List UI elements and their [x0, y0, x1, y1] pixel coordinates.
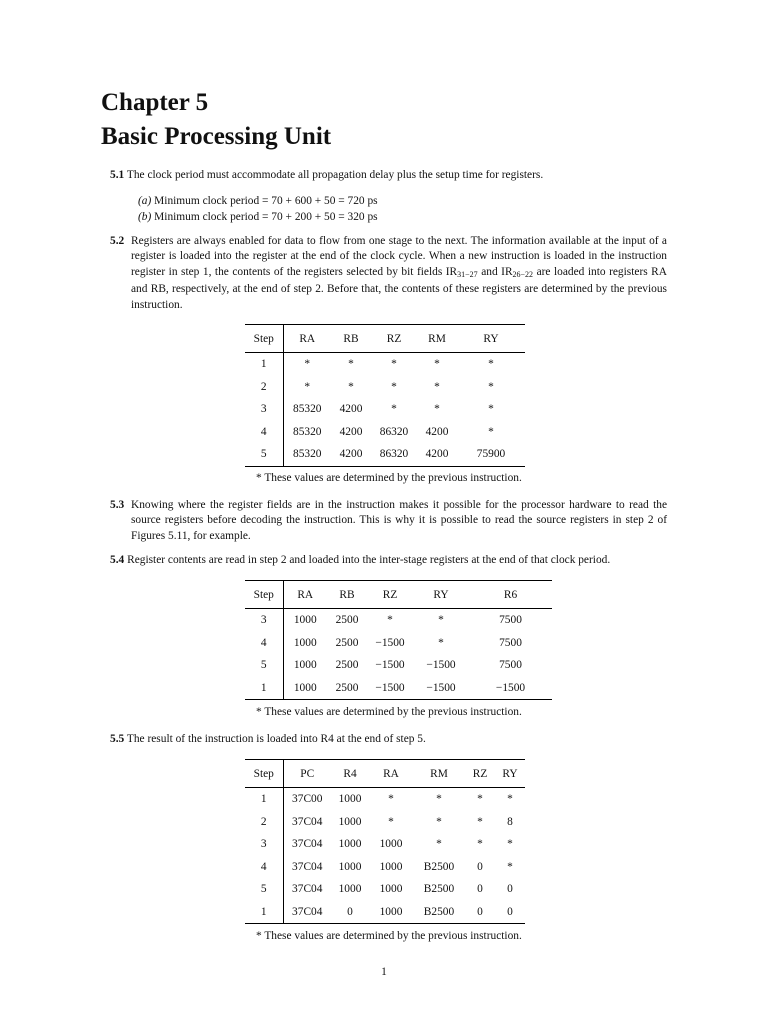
table-3-note: * These values are determined by the previous instruction.	[256, 930, 522, 942]
table-cell: *	[507, 838, 513, 851]
table-cell: −1500	[375, 659, 405, 672]
item-text: Minimum clock period = 70 + 600 + 50 = 720 ps	[154, 195, 378, 207]
table-1-note: * These values are determined by the previous instruction.	[256, 472, 522, 484]
table-2-note: * These values are determined by the previous instruction.	[256, 706, 522, 718]
table-cell: 1000	[338, 883, 362, 896]
table-cell: 1000	[338, 815, 362, 828]
chapter-number: Chapter 5	[101, 89, 209, 116]
item-a	[138, 194, 378, 209]
table-cell: 1000	[293, 636, 317, 649]
table-header-row	[245, 325, 525, 353]
table-cell: *	[391, 358, 397, 371]
table-cell: *	[391, 380, 397, 393]
table-cell: 85320	[293, 425, 322, 438]
table-cell: *	[488, 403, 494, 416]
table-row	[245, 654, 552, 677]
column-header: RZ	[371, 325, 417, 353]
table-cell: *	[438, 636, 444, 649]
table-cell: 7500	[499, 659, 522, 672]
section-text: Register contents are read in step 2 and loaded into the inter-stage registers at the end of that clock period.	[127, 554, 611, 566]
table-cell: 37C04	[292, 860, 323, 873]
table-cell: *	[488, 425, 494, 438]
table-cell: 85320	[293, 403, 322, 416]
column-header: RZ	[465, 760, 495, 788]
table-cell: *	[507, 860, 513, 873]
table-cell: *	[388, 793, 394, 806]
section-number: 5.4	[110, 554, 125, 566]
table-cell: 75900	[476, 448, 506, 461]
table-cell: 4200	[339, 425, 363, 438]
table-cell: 1	[245, 788, 283, 811]
table-cell: 8	[507, 815, 513, 828]
table-cell: 7500	[499, 614, 522, 627]
column-header: PC	[283, 760, 331, 788]
table-cell: 1000	[379, 838, 403, 851]
text-part: Registers are always enabled for data to flow from one stage to the next. The information available at the input of a register is loaded into the register at the end of the clock cycle. When a new instruction is loaded in the instruction register in step 1, the contents of the registers selected by bit fields IR	[131, 235, 667, 278]
chapter-title	[101, 86, 331, 154]
section-5-1	[110, 168, 670, 183]
table-cell: 2500	[335, 681, 359, 694]
register-table-1	[245, 324, 525, 467]
section-5-2-number: 5.2	[110, 235, 125, 247]
chapter-name: Basic Processing Unit	[101, 123, 332, 150]
column-header: RB	[327, 581, 367, 609]
table-cell: 0	[507, 905, 513, 918]
table-cell: 4200	[339, 448, 363, 461]
table-cell: 1000	[338, 838, 362, 851]
section-5-3-number: 5.3	[110, 499, 125, 511]
column-header: RA	[283, 581, 327, 609]
section-text: The result of the instruction is loaded into R4 at the end of step 5.	[126, 733, 426, 745]
table-cell: 37C04	[292, 815, 323, 828]
table-cell: −1500	[375, 636, 405, 649]
table-cell: 1000	[293, 681, 317, 694]
item-text: Minimum clock period = 70 + 200 + 50 = 320 ps	[154, 211, 378, 223]
section-text: The clock period must accommodate all propagation delay plus the setup time for registers.	[126, 169, 544, 181]
item-b	[138, 210, 378, 225]
table-cell: *	[436, 815, 442, 828]
table-row	[245, 833, 525, 856]
item-label: (b)	[138, 211, 152, 223]
table-cell: −1500	[426, 681, 456, 694]
table-cell: 0	[477, 883, 483, 896]
page-number: 1	[381, 966, 387, 978]
table-cell: 2500	[335, 614, 359, 627]
table-cell: 37C04	[292, 905, 323, 918]
section-5-3-text: Knowing where the register fields are in the instruction makes it possible for the processor hardware to read the source registers before decoding the instruction. This is why it is possible to read the source registers in step 2 of Figures 5.11, for example.	[131, 499, 667, 542]
section-5-5	[110, 732, 670, 747]
section-5-2-text	[131, 234, 667, 313]
table-cell: 2500	[335, 659, 359, 672]
table-cell: 1000	[293, 614, 317, 627]
table-row	[245, 353, 525, 376]
column-header: RZ	[367, 581, 413, 609]
column-header: RM	[417, 325, 457, 353]
table-row	[245, 901, 525, 924]
table-cell: −1500	[426, 659, 456, 672]
table-cell: 2	[245, 811, 283, 834]
column-header: R6	[469, 581, 552, 609]
table-cell: *	[391, 403, 397, 416]
table-cell: 3	[245, 609, 283, 632]
column-header: R4	[331, 760, 369, 788]
column-header: Step	[245, 760, 283, 788]
table-row	[245, 421, 525, 444]
table-cell: 37C04	[292, 838, 323, 851]
table-row	[245, 443, 525, 466]
table-cell: 1000	[379, 905, 403, 918]
section-5-4	[110, 553, 670, 568]
table-cell: 5	[245, 443, 283, 466]
table-cell: 1	[245, 677, 283, 700]
table-cell: 2	[245, 376, 283, 399]
table-cell: *	[436, 793, 442, 806]
table-cell: 5	[245, 654, 283, 677]
table-cell: 4	[245, 421, 283, 444]
column-header: RY	[457, 325, 525, 353]
table-row	[245, 856, 525, 879]
table-cell: *	[434, 380, 440, 393]
table-cell: 4	[245, 856, 283, 879]
table-cell: *	[348, 380, 354, 393]
table-cell: 7500	[499, 636, 522, 649]
item-label: (a)	[138, 195, 152, 207]
table-cell: 4200	[425, 448, 449, 461]
table-cell: *	[348, 358, 354, 371]
column-header: RB	[331, 325, 371, 353]
column-header: RY	[413, 581, 469, 609]
table-row	[245, 376, 525, 399]
table-cell: 3	[245, 833, 283, 856]
text-part: and IR	[477, 265, 513, 278]
table-cell: 86320	[379, 448, 409, 461]
table-cell: 0	[477, 905, 483, 918]
table-cell: 1000	[293, 659, 317, 672]
table-cell: 1000	[379, 860, 403, 873]
table-cell: 37C00	[292, 793, 323, 806]
table-row	[245, 609, 552, 632]
table-cell: 0	[477, 860, 483, 873]
table-cell: 5	[245, 878, 283, 901]
table-cell: B2500	[423, 905, 455, 918]
subscript: 26−22	[512, 269, 534, 279]
table-cell: −1500	[495, 681, 526, 694]
table-header-row	[245, 581, 552, 609]
table-cell: 3	[245, 398, 283, 421]
table-cell: B2500	[423, 860, 455, 873]
table-cell: *	[304, 358, 311, 371]
table-cell: *	[434, 358, 440, 371]
table-cell: 0	[347, 905, 353, 918]
table-row	[245, 788, 525, 811]
table-cell: 4	[245, 632, 283, 655]
table-cell: 86320	[379, 425, 409, 438]
table-cell: *	[436, 838, 442, 851]
table-cell: *	[438, 614, 444, 627]
table-cell: *	[477, 793, 483, 806]
table-cell: −1500	[375, 681, 405, 694]
column-header: RM	[413, 760, 465, 788]
register-table-3	[245, 759, 525, 924]
table-row	[245, 398, 525, 421]
table-cell: B2500	[423, 883, 455, 896]
table-cell: *	[477, 838, 483, 851]
table-cell: 37C04	[292, 883, 323, 896]
table-cell: 85320	[293, 448, 322, 461]
table-cell: 4200	[339, 403, 363, 416]
table-cell: 1000	[379, 883, 403, 896]
table-row	[245, 677, 552, 700]
register-table-2	[245, 580, 552, 700]
section-number: 5.1	[110, 169, 125, 181]
column-header: RA	[283, 325, 331, 353]
text-part: are loaded into registers RA and RB, respectively, at the end of step 2. Before that, the contents of these registers are determined by the previous instruction.	[131, 265, 667, 311]
table-cell: *	[434, 403, 440, 416]
table-row	[245, 878, 525, 901]
table-cell: *	[387, 614, 393, 627]
table-header-row	[245, 760, 525, 788]
table-cell: 1	[245, 901, 283, 924]
column-header: RA	[369, 760, 413, 788]
table-cell: 1000	[338, 793, 362, 806]
table-cell: *	[477, 815, 483, 828]
section-number: 5.5	[110, 733, 125, 745]
table-cell: 1000	[338, 860, 362, 873]
column-header: RY	[495, 760, 525, 788]
table-cell: 0	[507, 883, 513, 896]
table-cell: 2500	[335, 636, 359, 649]
table-cell: 4200	[425, 425, 449, 438]
table-cell: *	[488, 380, 494, 393]
table-cell: 1	[245, 353, 283, 376]
table-cell: *	[488, 358, 494, 371]
table-cell: *	[507, 793, 513, 806]
subscript: 31−27	[457, 269, 478, 279]
column-header: Step	[245, 581, 283, 609]
table-cell: *	[304, 380, 311, 393]
table-row	[245, 632, 552, 655]
table-cell: *	[388, 815, 394, 828]
column-header: Step	[245, 325, 283, 353]
table-row	[245, 811, 525, 834]
